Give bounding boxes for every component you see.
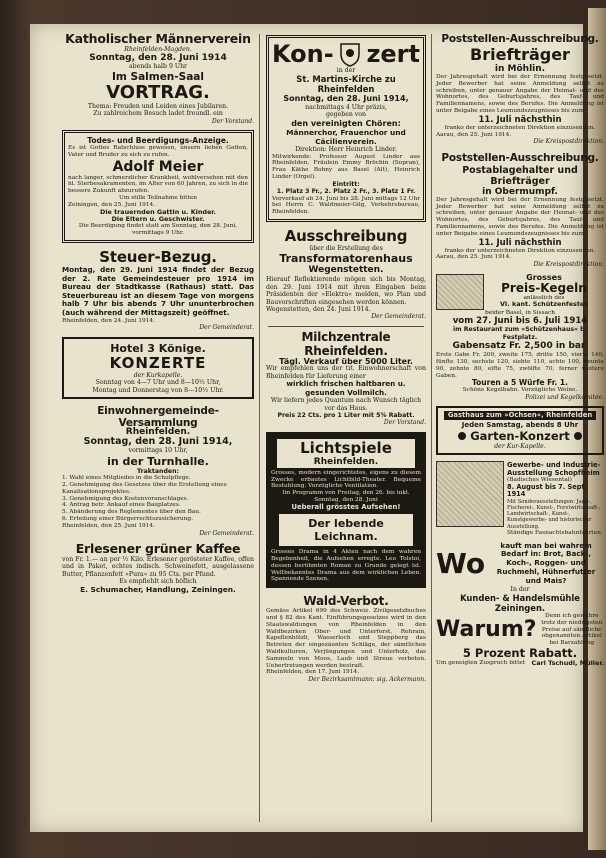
ad-ausschreibung <box>266 228 426 321</box>
ad-title: Lichtspiele <box>300 438 392 457</box>
ad-place: Rheinfelden, den 17. Juni 1914. <box>266 669 359 676</box>
ad-text: kauft man bei wahrem Bedarf in: Brot, Back-, Koch-, Roggen- und Ruchmehl, Hühnerfutter und Mais? <box>496 540 596 585</box>
agenda-item: 5. Abänderung des Reglementes über den Bau. <box>62 509 201 516</box>
ad-location: im Restaurant zum »Schützenhaus« b. Festplatz. <box>453 326 587 341</box>
ad-time: vormittags 10 Uhr, <box>128 447 188 455</box>
ad-subtitle: der Kurkapelle. <box>133 371 183 379</box>
ad-title: Ausschreibung <box>284 227 408 246</box>
ad-signature: Die Kreispostdirektion. <box>533 138 604 146</box>
ad-note: Zu zahlreichem Besuch ladet freundl. ein <box>93 110 223 118</box>
newspaper-page <box>30 24 604 832</box>
ad-performers-detail: Mitwirkende: Professor August Linder aus Rheinfelden, Fräulein Emmy Bröchin (Sopran), Frau Käthe Bohny aus Basel (Alt), Heinrich Linder (Orgel). <box>272 153 420 181</box>
ad-subtitle: in Möhlin. <box>494 64 546 74</box>
ad-in: In der <box>510 585 530 593</box>
ad-place: Rheinfelden, den 24. Juni 1914. <box>62 317 155 324</box>
ad-note: Ständige Fasnachtsbahnfahrten. <box>507 529 603 536</box>
ad-performers: den vereinigten Chören: <box>291 118 401 128</box>
film-title: Der lebende Leichnam. <box>308 517 384 544</box>
ad-title-line: Grosses <box>526 273 562 283</box>
ad-place: Im Salmen-Saal <box>112 70 204 83</box>
ad-text: Es ist Gottes Ratschluss gewesen, unsern lieben Gatten, Vater und Bruder zu sich zu rufen. <box>68 145 248 158</box>
ad-date: Sonntag, den 28. Juni 1914, <box>83 436 233 448</box>
ad-subtitle: der Kur-Kapelle. <box>494 442 546 450</box>
ad-text: von Fr. 1.— an per ½ Kilo. Erlesener gerösteter Kaffee, offen und in Paket, echtes indisch. Schweinefett, ausgelassene Butter, Pflanzenfett »Pura« zu 95 Cts. per Pfund. <box>62 556 254 578</box>
decoration-icon <box>458 432 466 440</box>
ad-text: Mit Sonderausstellungen: Jagd-, Fischerei-, Kunst-, Forstwirtschaft-, Landwirtschaft-, Kunst-, Kunstgewerbe- und historischer Ausstellung. <box>507 498 601 530</box>
ad-date: 8. August bis 7. Sept. 1914 <box>507 482 588 499</box>
ad-eintritt: Eintritt: <box>332 180 360 188</box>
ad-title: Poststellen-Ausschreibung. <box>441 151 599 164</box>
ad-text: Montag, den 29. Juni 1914 findet der Bezug der 2. Rate Gemeindesteuer pro 1914 im Bureau der Stadtkasse (Rathaus) statt. Das Steuerbureau ist an diesem Tage von morgens halb 7 Uhr bis abends 7 Uhr ununterbrochen (auch während der Mittagszeit) geöffnet. <box>62 265 254 317</box>
decoration-icon <box>574 432 582 440</box>
ad-maennerverein <box>62 32 254 125</box>
ad-place: Rheinfelden, den 25. Juni 1914. <box>62 522 155 529</box>
ad-presale: Vorverkauf ab 24. Juni bis 28. Juni mittags 12 Uhr bei Herrn C. Waldmeier-Gilg, Verkehrsbureau, Rheinfelden. <box>272 195 420 216</box>
ad-waldverbot <box>266 594 426 683</box>
ad-subtitle: Jeden Samstag, abends 8 Uhr <box>461 421 579 430</box>
ad-traktanden: Traktanden: <box>137 467 179 475</box>
ad-todesanzeige <box>62 130 254 243</box>
ad-title: Wald-Verbot. <box>303 594 389 609</box>
ad-text: Grosses, modern eingerichtetes, eigens zu diesem Zwecke erbautes Lichtbild-Theater. Bequeme Bestuhlung. Vorzügliche Ventilation. <box>271 469 421 490</box>
ad-main: Postablagehalter und Briefträger <box>462 164 578 187</box>
ad-headline: Ueberall grösstes Aufsehen! <box>291 502 401 511</box>
ad-prize-pool: Gabensatz Fr. 2,500 in bar. <box>452 341 588 352</box>
ad-line: in der <box>336 67 356 74</box>
ad-event: VI. kant. Schützenfestes <box>499 300 589 309</box>
ad-title: Preis-Kegeln <box>501 280 587 295</box>
exhibition-illustration <box>436 461 504 527</box>
ad-title: Todes- und Beerdigungs-Anzeige. <box>87 136 229 146</box>
ad-kaffee <box>62 542 254 593</box>
ad-main: Briefträger <box>470 45 570 64</box>
column-2 <box>264 32 428 824</box>
ad-signature: Die Kreispostdirektion. <box>533 261 604 269</box>
ad-signature: E. Schumacher, Handlung, Zeiningen. <box>80 584 236 594</box>
ad-date: vom 27. Juni bis 6. Juli 1914 <box>452 316 588 327</box>
ad-text: Der Jahresgehalt wird bei der Ernennung festgesetzt. Jeder Bewerber hat seine Anmeldung selbst zu schreiben, unter genauer Angabe der Heimat- und des Wohnortes, des Geburtsjahres, des Tauf- und Familiennamens, sowie des Berufes. Die Anmeldung ist unter Beigabe eines Leumundszeugnisses bis zum <box>436 74 604 114</box>
ad-date: Sonntag, den 28. Juni 1914, <box>283 94 409 104</box>
ad-place: Aarau, den 25. Juni 1914. <box>436 254 512 261</box>
ad-steuerbezug <box>62 249 254 332</box>
ad-main: Garten-Konzert <box>470 428 570 443</box>
column-rule <box>431 34 432 822</box>
ad-title: Erlesener grüner Kaffee <box>75 541 241 556</box>
ad-main: Kunden- & Handelsmühle Zeiningen. <box>460 593 580 613</box>
ad-signature: Polizei und Kegelkomitee. <box>525 393 604 401</box>
agenda-item: 3. Genehmigung des Kostenvoranschlages. <box>62 495 189 502</box>
ad-ausstellung-schopfheim <box>436 461 604 536</box>
agenda-item: 2. Genehmigung des Gesetzes über die Erstellung eines Kanalisationsprojektes. <box>62 482 227 495</box>
ad-title: Hotel 3 Könige. <box>110 341 206 355</box>
deceased-name: Adolf Meier <box>112 158 204 175</box>
ad-plea: Um stille Teilnahme bitten <box>118 195 197 202</box>
ad-main: KONZERTE <box>109 353 207 372</box>
column-3 <box>434 32 606 824</box>
ad-signature: Carl Tschudi, Müller. <box>531 658 604 667</box>
ad-line: Montag und Donnerstag von 8—10½ Uhr. <box>92 386 224 394</box>
ad-line: anlässlich des <box>523 294 565 301</box>
ad-subtitle: Rheinfelden. <box>313 456 379 467</box>
ad-title: Milchzentrale Rheinfelden. <box>301 329 391 358</box>
ad-text: Wir empfehlen uns der tit. Einwohnerschaft von Rheinfelden für Lieferung einer <box>266 365 426 380</box>
ad-hotel-3-koenige <box>62 337 254 399</box>
ad-title-part: zert <box>366 40 420 68</box>
ad-wo: Wo <box>436 546 486 580</box>
ad-title: Gasthaus zum »Ochsen«, Rheinfelden <box>444 411 596 420</box>
ad-time: abends halb 9 Uhr <box>128 63 188 71</box>
agenda-item: 1. Wahl eines Mitgliedes in die Schulpflege. <box>62 475 191 482</box>
ad-line: Sonntag von 4—7 Uhr und 8—10½ Uhr, <box>95 379 221 387</box>
ad-title: Gewerbe- und Industrie-Ausstellung Schopfheim <box>507 461 601 478</box>
ad-deadline: 11. Juli nächsthin <box>478 114 562 125</box>
ad-note: Es empfiehlt sich höflich <box>119 578 197 586</box>
ad-text: Der Jahresgehalt wird bei der Ernennung festgesetzt. Jeder Bewerber hat seine Anmeldung selbst zu schreiben, unter genauer Angabe der Heimat- und des Wohnortes, des Geburtsjahres, des Tauf- und Familiennamens, sowie des Berufes. Die Anmeldung ist unter Beigabe eines Leumundszeugnisses bis zum <box>436 196 604 237</box>
ad-line: beider Basel, in Sissach <box>484 309 556 316</box>
ad-rabatt: 5 Prozent Rabatt. <box>462 645 578 660</box>
ad-note: Schöne Kegelbahn. Vorzügliche Weine. <box>462 386 578 393</box>
ad-place: Zeiningen, den 25. Juni 1914. <box>68 201 156 208</box>
ad-konzert <box>266 35 426 222</box>
ad-subtitle: Tägl. Verkauf über 5000 Liter. <box>279 356 413 366</box>
ad-subtitle: (Badisches Wiesental) <box>507 477 572 484</box>
ad-title-part: Kon- <box>272 40 334 68</box>
ad-text: Gemäss Artikel 699 des Schweiz. Zivilgesetzbuches und § 82 des Kant. Einführungsgesetzes wird in den Staatswaldungen von Rheinfelden in den Waldbezirken Ober- und Unterforst, Rehrain, Kapellenhölzli, Wasserloch und Steppberg das Betreten der eingezäunten Schläge, der sämtlichen Waldkulturen, Verjüngungen und Unterholz, das Sammeln von Moos, Laub und Streue verboten. Uebertretungen werden bestraft. <box>266 608 426 669</box>
ad-gasthaus-ochsen <box>436 406 604 455</box>
ad-prices: 1. Platz 3 Fr., 2. Platz 2 Fr., 3. Platz 1 Fr. <box>276 188 416 196</box>
agenda-item: 6. Erteilung einer Bürgerrechtszusicherung. <box>62 516 193 522</box>
agenda-item: 4. Antrag betr. Ankauf eines Bauplatzes. <box>62 502 181 509</box>
ad-date: Sonntag, den 28. Juni 1914 <box>89 53 227 64</box>
ad-milchzentrale <box>266 330 426 427</box>
ad-title: Steuer-Bezug. <box>99 248 217 267</box>
ad-tour: Touren a 5 Würfe Fr. 1. <box>472 378 568 388</box>
ad-performers: Männerchor, Frauenchor und Cäcilienverein. <box>286 128 406 147</box>
ad-signature: Der Gemeinderat. <box>371 313 426 321</box>
ad-subtitle: in Obermumpf. <box>482 186 558 197</box>
ad-signature: Der Gemeinderat. <box>199 529 254 537</box>
ad-place: Aarau, den 25. Juni 1914. <box>436 131 512 138</box>
ad-program: Im Programm von Freitag, den 26. bis inkl. Sonntag, den 28. Juni <box>282 490 410 504</box>
ad-text: über die Erstellung des <box>309 245 383 253</box>
ad-main: wirklich frischen haltbaren u. gesunden Vollmilch. <box>286 379 406 397</box>
ad-location: St. Martins-Kirche zu Rheinfelden <box>296 74 396 95</box>
ad-einwohnergemeinde <box>62 405 254 537</box>
ad-poststelle-moehlin <box>436 32 604 146</box>
ad-deadline: 11. Juli nächsthin <box>478 237 562 248</box>
ad-line: gegeben von <box>325 111 367 119</box>
ad-kundenmuehle <box>436 542 604 668</box>
ad-poststelle-obermumpf <box>436 151 604 269</box>
film-description: Grosses Drama in 4 Akten nach dem wahren Begebenheit, die Aufsehen erregte. Leo Tolstoi, dessen berühmten Roman zu Grunde gelegt ist. Weltbekanntes Drama aus dem wirklichen Leben. Spannende Szenen. <box>271 549 421 583</box>
ad-signature: Der Vorstand. <box>211 117 254 125</box>
bowling-illustration <box>436 274 484 310</box>
ad-preiskegeln <box>436 274 604 401</box>
ad-director: Direktion: Herr Heinrich Linder. <box>295 146 397 154</box>
mourners: Die trauernden Gattin u. Kinder. <box>100 207 216 216</box>
ad-text: Wir liefern jedes Quantum nach Wunsch täglich vor das Haus. <box>270 397 422 412</box>
ad-text: franko der unterzeichneten Direktion einzusenden. <box>444 247 596 254</box>
mourners: Die Eltern u. Geschwister. <box>111 215 205 224</box>
ad-text: franko der unterzeichneten Direktion einzusenden. <box>444 124 596 131</box>
ad-title: Katholischer Männerverein <box>65 31 251 46</box>
ad-main: VORTRAG. <box>106 81 210 103</box>
ad-text: Denn ich gewähre trotz der niedrigsten Preise auf sämtliche obgenannten Artikel bei Barzahlung <box>541 613 603 647</box>
ad-place: Rheinfelden. <box>125 427 191 437</box>
ad-theme: Thema: Freuden und Leiden eines Jubilaren. <box>87 102 229 110</box>
ad-text: Erste Gabe Fr. 200, zweite 175, dritte 150, vierte 140, fünfte 130, sechste 120, siebte 110, achte 100, neunte 90, zehnte 80, elfte 75, zwölfte 70, ferner weitere Gaben. <box>436 352 604 379</box>
ad-signature: Der Gemeinderat. <box>199 324 254 332</box>
ad-signature: Der Vorstand. <box>383 419 426 427</box>
ad-title: Poststellen-Ausschreibung. <box>441 33 599 45</box>
ad-location: in der Turnhalle. <box>107 454 209 468</box>
ad-note: Um geneigten Zuspruch bittet <box>436 659 526 666</box>
divider <box>268 326 424 327</box>
ad-title: Einwohnergemeinde-Versammlung <box>97 405 219 429</box>
column-rule <box>259 34 260 822</box>
ad-warum: Warum? <box>436 616 537 642</box>
ad-time: nachmittags 4 Uhr präzis, <box>305 103 387 111</box>
column-1 <box>60 32 256 824</box>
ad-main: Transformatorenhaus <box>279 252 413 266</box>
ad-price: Preis 22 Cts. pro 1 Liter mit 5% Rabatt. <box>277 412 415 420</box>
ad-place: Wegenstetten, den 24. Juni 1914. <box>266 306 371 314</box>
ad-burial: Die Beerdigung findet statt am Sonntag, den 28. Juni, vormittags 9 Uhr. <box>78 223 238 237</box>
coat-of-arms-icon <box>339 41 361 67</box>
ad-subtitle: Wegenstetten. <box>308 265 384 276</box>
ad-lichtspiele <box>266 432 426 588</box>
ad-subtitle: Rheinfelden-Magden. <box>124 46 192 53</box>
ad-body: Hierauf Reflektierende mögen sich bis Montag, den 29. Juni 1914 mit ihren Eingaben beim Präsidenten der »Elektra« melden, wo Plan und Bauvorschriften eingesehen werden können. <box>266 276 426 306</box>
ad-text: nach langer, schmerzlicher Krankheit, wohlversehen mit den hl. Sterbesakramenten, im Alter von 60 Jahren, zu sich in die bessere Zukunft abzurufen. <box>68 174 248 195</box>
ad-signature: Der Bezirksamtmann: sig. Ackermann. <box>308 676 426 684</box>
